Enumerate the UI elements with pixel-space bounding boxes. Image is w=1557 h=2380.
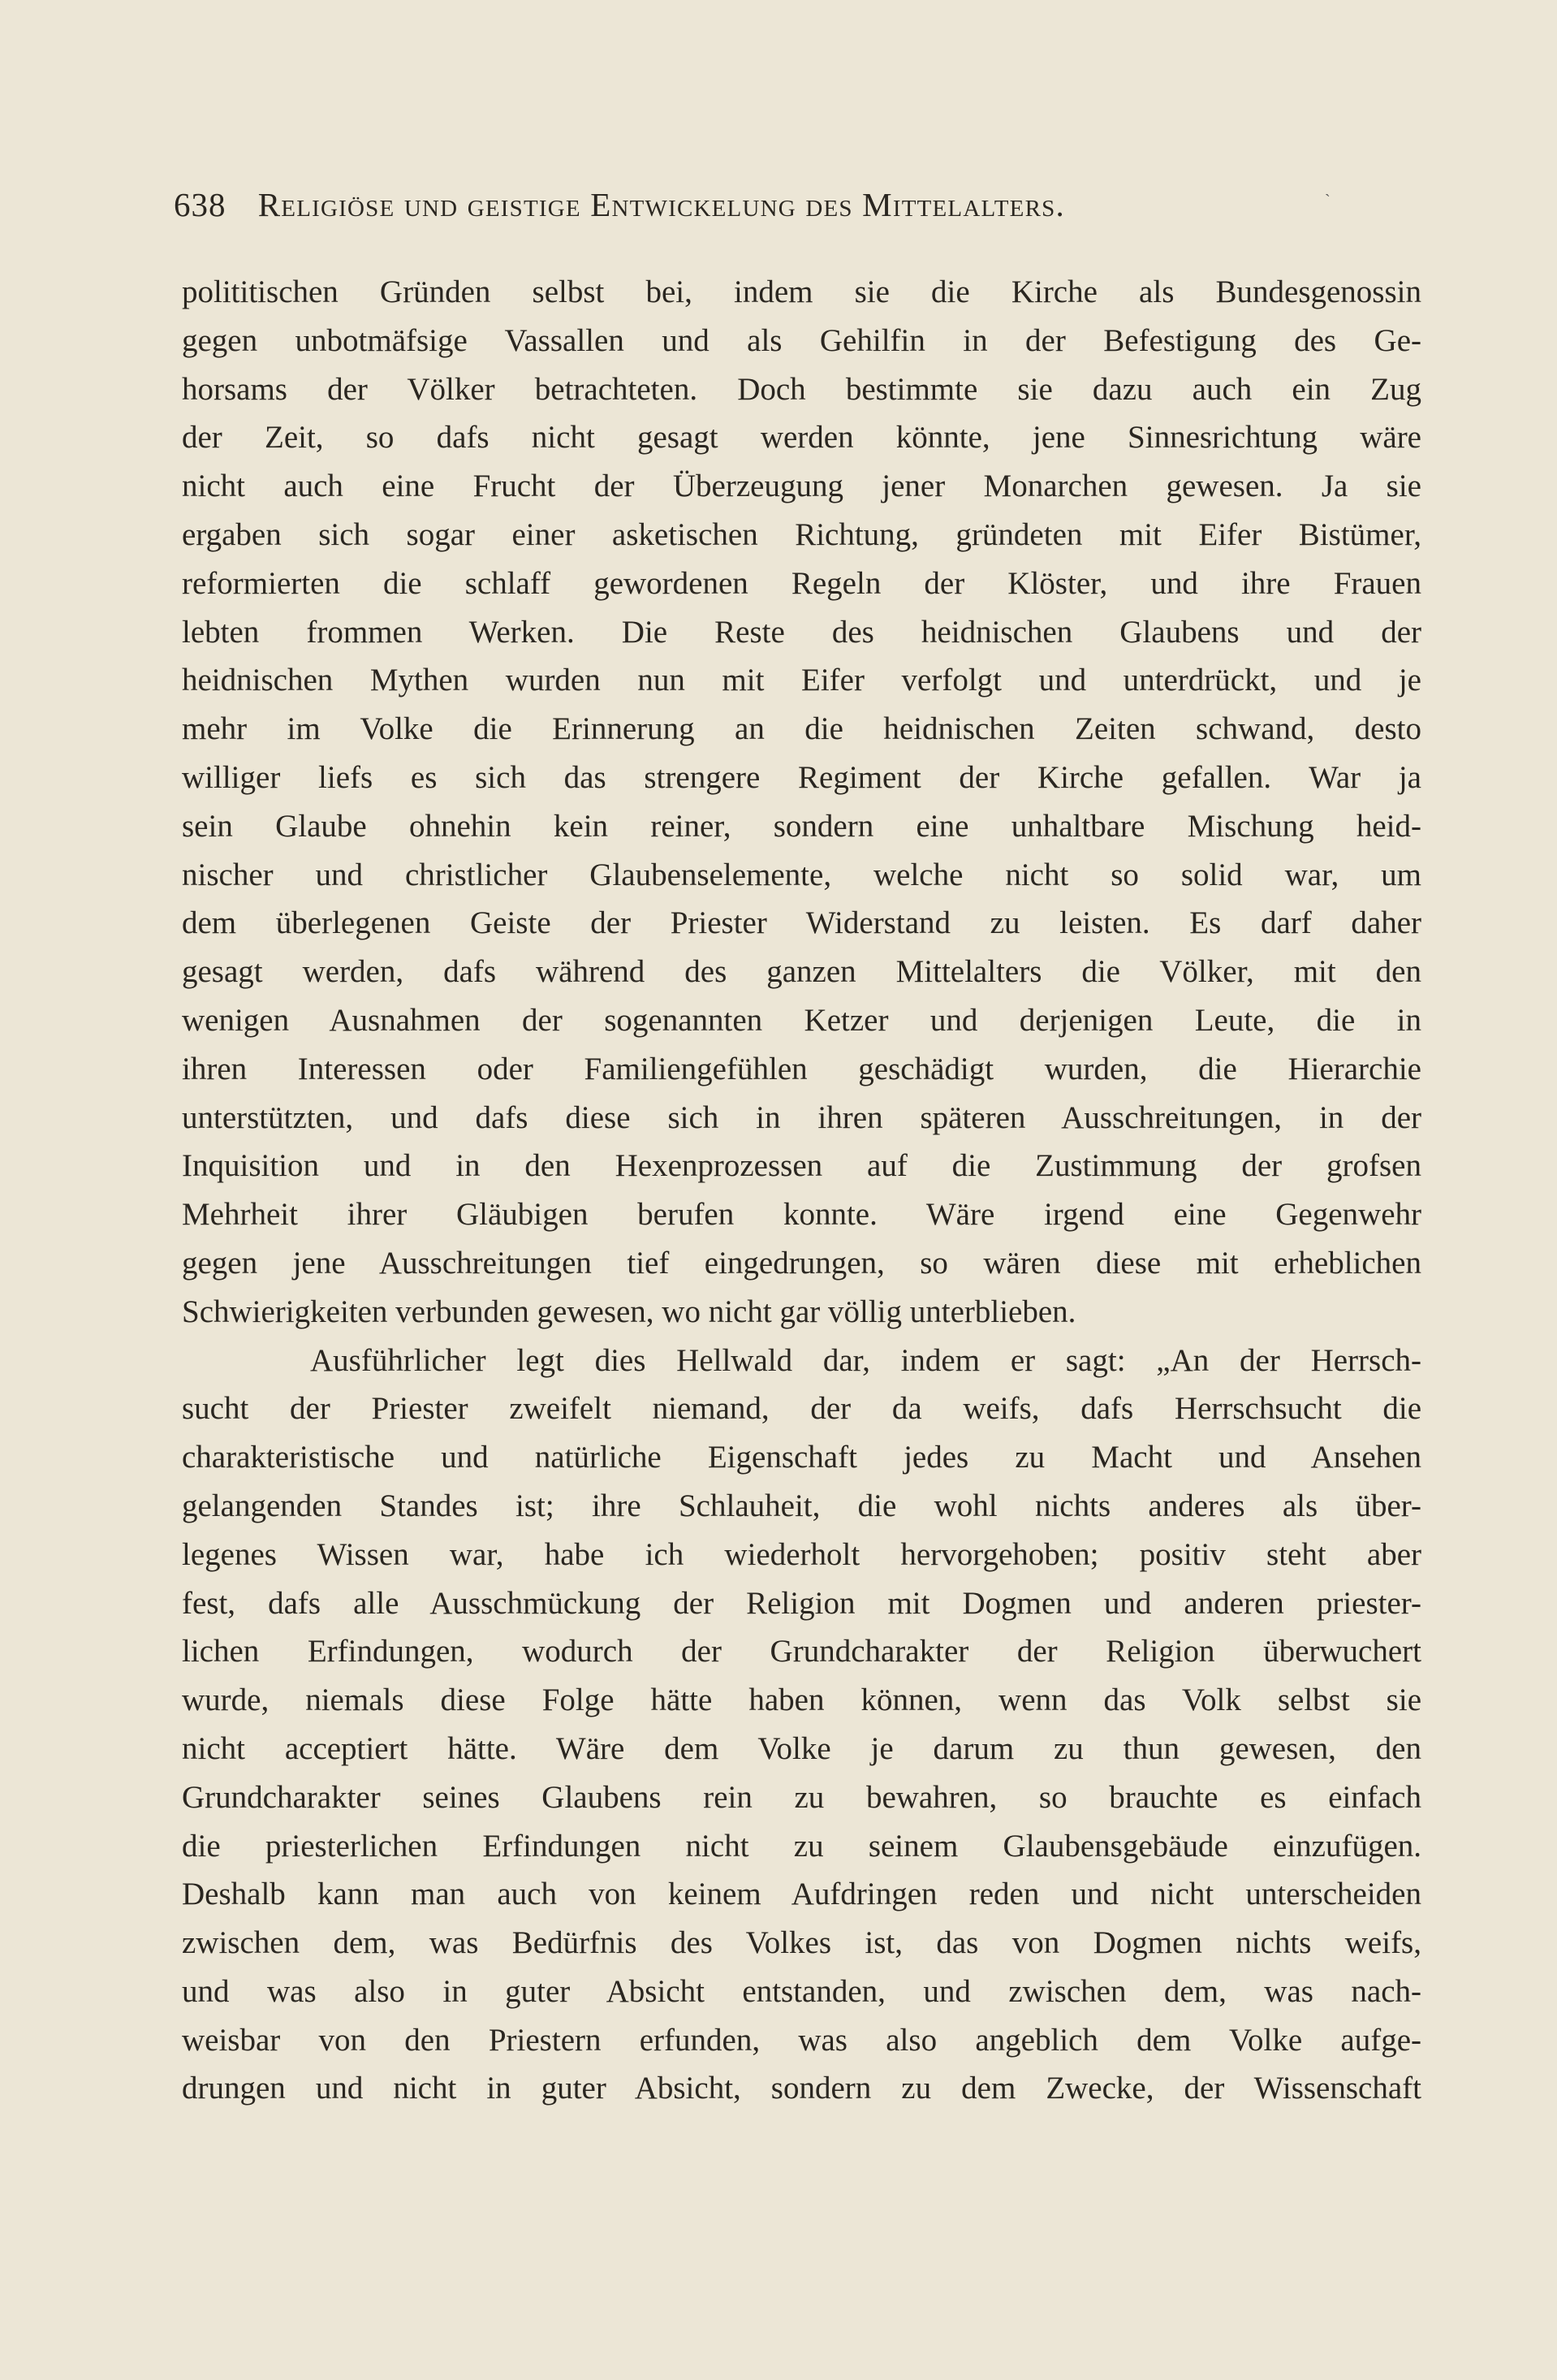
text-line: nischer und christlicher Glaubenselemente, welche nicht so solid war, um <box>182 857 1421 892</box>
text-line: wurde, niemals diese Folge hätte haben können, wenn das Volk selbst sie <box>182 1682 1421 1718</box>
text-line: der Zeit, so dafs nicht gesagt werden könnte, jene Sinnesrichtung wäre <box>182 420 1421 456</box>
text-line: sein Glaube ohnehin kein reiner, sondern eine unhaltbare Mischung heid- <box>182 808 1421 844</box>
text-line: charakteristische und natürliche Eigenschaft jedes zu Macht und Ansehen <box>182 1440 1421 1475</box>
text-line: reformierten die schlaff gewordenen Regeln der Klöster, und ihre Frauen <box>182 565 1421 601</box>
text-line: wenigen Ausnahmen der sogenannten Ketzer und derjenigen Leute, die in <box>182 1002 1421 1038</box>
ink-speck: ` <box>1325 192 1331 209</box>
text-line: ergaben sich sogar einer asketischen Richtung, gründeten mit Eifer Bistümer, <box>182 516 1421 552</box>
text-line: Deshalb kann man auch von keinem Aufdringen reden und nicht unterscheiden <box>182 1877 1421 1912</box>
text-line: Inquisition und in den Hexenprozessen auf die Zustimmung der grofsen <box>182 1148 1421 1184</box>
page-header <box>174 185 1432 224</box>
text-line: nicht acceptiert hätte. Wäre dem Volke je darum zu thun gewesen, den <box>182 1730 1421 1766</box>
page-number: 638 <box>174 186 226 223</box>
text-line: mehr im Volke die Erinnerung an die heidnischen Zeiten schwand, desto <box>182 711 1421 747</box>
text-line: weisbar von den Priestern erfunden, was also angeblich dem Volke aufge- <box>182 2022 1421 2058</box>
text-line: sucht der Priester zweifelt niemand, der da weifs, dafs Herrschsucht die <box>182 1391 1421 1427</box>
text-line: legenes Wissen war, habe ich wiederholt hervorgehoben; positiv steht aber <box>182 1536 1421 1572</box>
text-line: die priesterlichen Erfindungen nicht zu seinem Glaubensgebäude einzufügen. <box>182 1828 1421 1864</box>
text-line: gegen jene Ausschreitungen tief eingedrungen, so wären diese mit erheblichen <box>182 1245 1421 1281</box>
text-line: gegen unbotmäfsige Vassallen und als Gehilfin in der Befestigung des Ge- <box>182 322 1421 358</box>
text-line: horsams der Völker betrachteten. Doch bestimmte sie dazu auch ein Zug <box>182 371 1421 407</box>
text-line: dem überlegenen Geiste der Priester Widerstand zu leisten. Es darf daher <box>182 905 1421 941</box>
text-line: lichen Erfindungen, wodurch der Grundcharakter der Religion überwuchert <box>182 1634 1421 1669</box>
text-line: gesagt werden, dafs während des ganzen Mittelalters die Völker, mit den <box>182 954 1421 990</box>
text-line: drungen und nicht in guter Absicht, sondern zu dem Zwecke, der Wissenschaft <box>182 2071 1421 2106</box>
paragraph-end-line: Schwierigkeiten verbunden gewesen, wo nicht gar völlig unterblieben. <box>182 1294 1076 1329</box>
text-line: lebten frommen Werken. Die Reste des heidnischen Glaubens und der <box>182 614 1421 650</box>
body-text <box>182 268 1421 2113</box>
text-line: polititischen Gründen selbst bei, indem sie die Kirche als Bundesgenossin <box>182 274 1421 309</box>
text-line: Grundcharakter seines Glaubens rein zu bewahren, so brauchte es einfach <box>182 1779 1421 1815</box>
text-line: heidnischen Mythen wurden nun mit Eifer verfolgt und unterdrückt, und je <box>182 663 1421 698</box>
text-line: und was also in guter Absicht entstanden, und zwischen dem, was nach- <box>182 1973 1421 2009</box>
text-line: nicht auch eine Frucht der Überzeugung jener Monarchen gewesen. Ja sie <box>182 469 1421 504</box>
paragraph-start-line: Ausführlicher legt dies Hellwald dar, indem er sagt: „An der Herrsch- <box>310 1342 1421 1378</box>
text-line: unterstützten, und dafs diese sich in ihren späteren Ausschreitungen, in der <box>182 1099 1421 1135</box>
text-line: fest, dafs alle Ausschmückung der Religion mit Dogmen und anderen priester- <box>182 1585 1421 1621</box>
text-line: gelangenden Standes ist; ihre Schlauheit, die wohl nichts anderes als über- <box>182 1488 1421 1523</box>
text-line: ihren Interessen oder Familiengefühlen geschädigt wurden, die Hierarchie <box>182 1051 1421 1086</box>
text-line: zwischen dem, was Bedürfnis des Volkes ist, das von Dogmen nichts weifs, <box>182 1925 1421 1961</box>
running-title: Religiöse und geistige Entwickelung des Mittelalters. <box>257 186 1065 223</box>
text-line: williger liefs es sich das strengere Regiment der Kirche gefallen. War ja <box>182 759 1421 795</box>
text-line: Mehrheit ihrer Gläubigen berufen konnte. Wäre irgend eine Gegenwehr <box>182 1197 1421 1233</box>
